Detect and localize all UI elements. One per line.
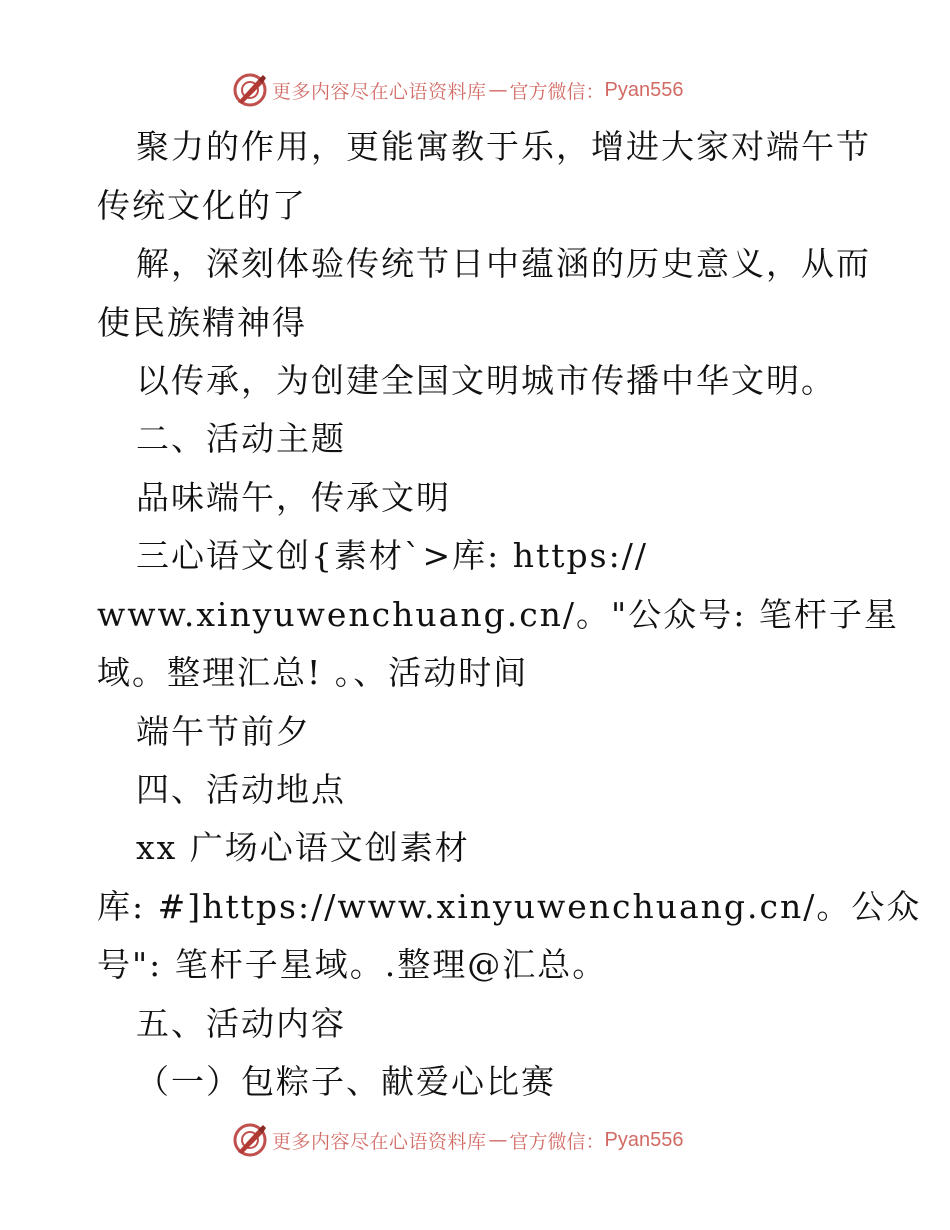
watermark-dash: — (488, 1129, 508, 1151)
watermark-dash: — (488, 79, 508, 101)
subsection-heading: （一）包粽子、献爱心比赛 (136, 1062, 556, 1101)
paragraph-line: 聚力的作用，更能寓教于乐，增进大家对端午节 (136, 127, 871, 166)
section-heading: 二、活动主题 (136, 419, 346, 458)
paragraph-line: 域。整理汇总! 。、活动时间 (97, 653, 529, 692)
footer-watermark (232, 1120, 684, 1160)
pen-logo-icon (232, 1122, 268, 1158)
header-watermark (232, 70, 684, 110)
paragraph-line: www.xinyuwenchuang.cn/。"公众号: 笔杆子星 (97, 595, 899, 634)
paragraph-line: 库: #]https://www.xinyuwenchuang.cn/。公众 (97, 887, 922, 926)
watermark-contact-label: 官方微信： (509, 1130, 605, 1153)
watermark-contact-id: Pyan556 (604, 1128, 684, 1151)
section-heading: 四、活动地点 (136, 770, 346, 809)
section-heading: 五、活动内容 (136, 1004, 346, 1043)
paragraph-line: 使民族精神得 (97, 303, 307, 342)
pen-logo-icon (232, 72, 268, 108)
watermark-contact-id: Pyan556 (604, 78, 684, 101)
watermark-site-text: 更多内容尽在心语资料库 (272, 80, 487, 103)
paragraph-line: 号": 笔杆子星域。.整理@汇总。 (97, 945, 608, 984)
paragraph-line: xx 广场心语文创素材 (136, 828, 470, 867)
paragraph-line: 解，深刻体验传统节日中蕴涵的历史意义，从而 (136, 244, 871, 283)
watermark-site-text: 更多内容尽在心语资料库 (272, 1130, 487, 1153)
paragraph-line: 传统文化的了 (97, 186, 307, 225)
paragraph-line: 品味端午，传承文明 (136, 478, 451, 517)
paragraph-line: 以传承，为创建全国文明城市传播中华文明。 (136, 361, 836, 400)
paragraph-line: 三心语文创{素材`>库: https:// (136, 536, 648, 575)
paragraph-line: 端午节前夕 (136, 712, 311, 751)
watermark-contact-label: 官方微信： (509, 80, 605, 103)
